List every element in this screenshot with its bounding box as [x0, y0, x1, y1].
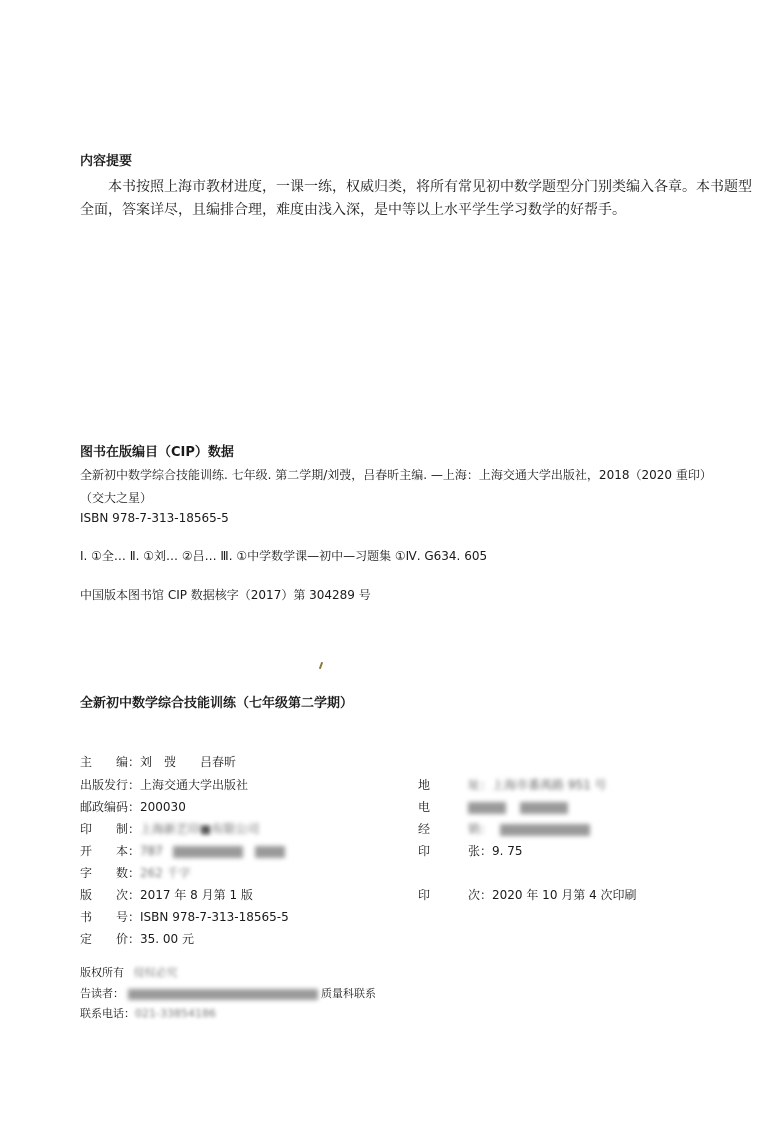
notice-reader [80, 985, 376, 1001]
info-edition [80, 886, 253, 903]
info-value: 200030 [140, 800, 186, 814]
info-sheets [418, 842, 523, 859]
cip-isbn: ISBN 978-7-313-18565-5 [80, 511, 229, 525]
info-value: 2017 年 8 月第 1 版 [140, 888, 253, 902]
info-publisher [80, 776, 248, 793]
info-label: 电 [418, 800, 431, 814]
info-value: 上海交通大学出版社 [140, 778, 249, 792]
summary-line-2: 全面，答案详尽，且编排合理，难度由浅入深，是中等以上水平学生学习数学的好帮手。 [80, 202, 626, 218]
info-value: 35. 00 元 [140, 932, 194, 946]
info-value-blurred: 上海新艺印■有限公司 [140, 822, 260, 836]
info-label: 字 数： [80, 866, 141, 880]
info-isbn [80, 908, 289, 925]
redaction-block [255, 846, 285, 858]
info-label: 地 [418, 778, 431, 792]
redaction-block [520, 802, 568, 814]
redaction-block [468, 802, 506, 814]
info-label: 出版发行： [80, 778, 141, 792]
contact-label: 联系电话： [80, 1007, 135, 1020]
rights-blurred: 侵权必究 [133, 966, 178, 979]
info-label: 印 [418, 844, 431, 858]
cip-title: 图书在版编目（CIP）数据 [80, 445, 234, 460]
notice-rights [80, 964, 178, 980]
info-address [418, 776, 607, 793]
info-value: 次：2020 年 10 月第 4 次印刷 [468, 888, 637, 902]
info-value: 张：9. 75 [468, 844, 523, 858]
info-wordcount [80, 864, 191, 881]
rights-text: 版权所有 [80, 966, 124, 979]
info-editor [80, 753, 236, 770]
info-value-blurred: 787 [140, 844, 163, 858]
summary-line-1: 本书按照上海市教材进度，一课一练，权威归类，将所有常见初中数学题型分门别类编入各章。本书题型 [108, 179, 752, 195]
info-label: 定 价： [80, 932, 141, 946]
info-label: 版 次： [80, 888, 141, 902]
info-value-blurred: 址：上海市番禺路 951 号 [468, 778, 607, 792]
info-label: 邮政编码： [80, 800, 141, 814]
notice-contact [80, 1005, 216, 1021]
info-impression [418, 886, 637, 903]
info-label: 书 号： [80, 910, 141, 924]
info-label: 印 制： [80, 822, 141, 836]
info-label: 开 本： [80, 844, 141, 858]
redaction-block [128, 989, 318, 1000]
info-format [80, 842, 285, 859]
info-value: 262 千字 [140, 866, 191, 880]
cip-line-2: （交大之星） [80, 491, 153, 505]
info-value: ISBN 978-7-313-18565-5 [140, 910, 289, 924]
print-speck [319, 662, 323, 669]
summary-title: 内容提要 [80, 154, 133, 169]
cip-line-1: 全新初中数学综合技能训练. 七年级. 第二学期/刘弢，吕春昕主编. —上海：上海交通大学出版社，2018（2020 重印） [80, 468, 712, 482]
info-value: 刘 弢 吕春昕 [140, 755, 237, 769]
info-price [80, 930, 194, 947]
info-label: 印 [418, 888, 431, 902]
redaction-block [500, 824, 590, 836]
redaction-block [173, 846, 243, 858]
reader-end: 质量科联系 [321, 987, 376, 1000]
info-distributor [418, 820, 590, 837]
contact-blurred: 021-33854186 [135, 1007, 216, 1020]
book-title: 全新初中数学综合技能训练（七年级第二学期） [80, 696, 354, 711]
info-phone [418, 798, 568, 815]
info-label: 主 编： [80, 755, 141, 769]
reader-label: 告读者： [80, 987, 124, 1000]
cip-classification: Ⅰ. ①全… Ⅱ. ①刘… ②吕… Ⅲ. ①中学数学课—初中—习题集 ①Ⅳ. G634. 605 [80, 549, 488, 563]
info-printer [80, 820, 259, 837]
info-value-blurred: 销： [468, 822, 493, 836]
cip-record: 中国版本图书馆 CIP 数据核字（2017）第 304289 号 [80, 588, 371, 602]
info-label: 经 [418, 822, 431, 836]
info-postcode [80, 798, 186, 815]
